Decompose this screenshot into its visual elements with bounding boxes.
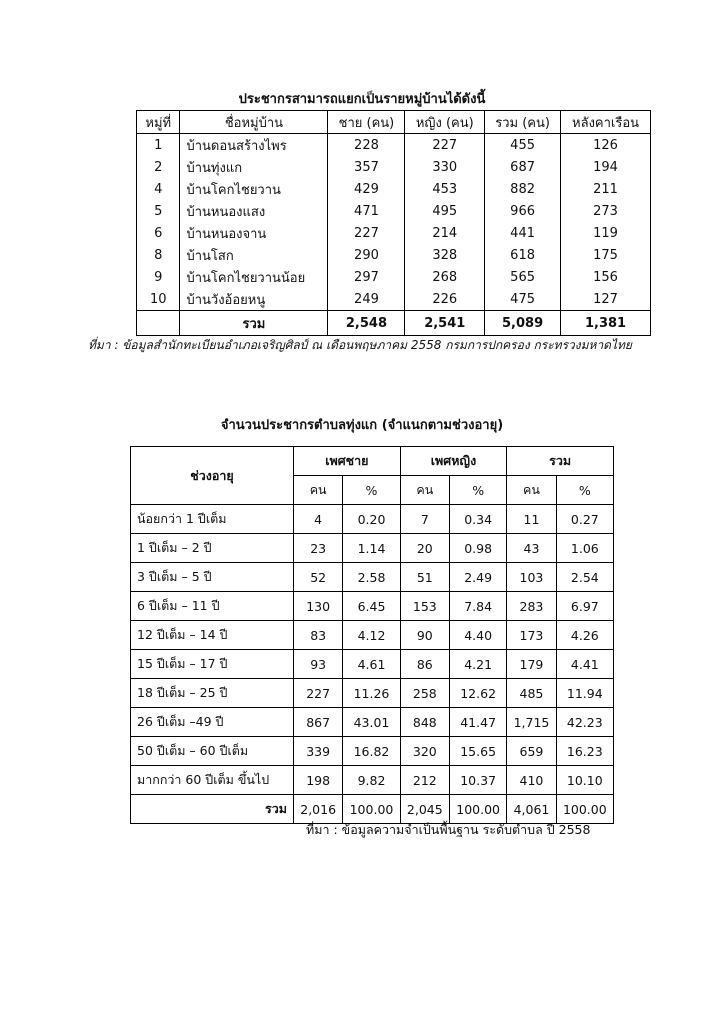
table-cell: 4.61 [343, 650, 400, 679]
table-cell: 485 [507, 679, 556, 708]
total-cell: 4,061 [507, 795, 556, 824]
table-cell: น้อยกว่า 1 ปีเต็ม [131, 505, 294, 534]
table-row [131, 534, 614, 563]
table-cell: 227 [328, 222, 405, 244]
total-cell: 100.00 [343, 795, 400, 824]
table-cell: 226 [405, 288, 485, 311]
table-cell: 2.58 [343, 563, 400, 592]
table-cell: 12 ปีเต็ม – 14 ปี [131, 621, 294, 650]
table-cell: 330 [405, 156, 485, 178]
table-cell: 211 [561, 178, 651, 200]
table-cell: 5 [137, 200, 180, 222]
table-cell: 52 [294, 563, 343, 592]
table-cell: 618 [485, 244, 561, 266]
table-cell: 16.23 [556, 737, 613, 766]
sub-count: คน [294, 476, 343, 505]
col-total: รวม (คน) [485, 111, 561, 134]
table-cell: 10.10 [556, 766, 613, 795]
table-cell: บ้านหนองจาน [180, 222, 328, 244]
col-total-group: รวม [507, 447, 614, 476]
table-cell: 3 ปีเต็ม – 5 ปี [131, 563, 294, 592]
table-cell: 283 [507, 592, 556, 621]
table-cell: 471 [328, 200, 405, 222]
table-row [131, 621, 614, 650]
table-cell: 258 [400, 679, 449, 708]
table-cell: 93 [294, 650, 343, 679]
total-cell: 2,045 [400, 795, 449, 824]
table-cell: 212 [400, 766, 449, 795]
table-cell: 227 [294, 679, 343, 708]
village-population-table [136, 110, 651, 336]
table-cell: 0.34 [449, 505, 506, 534]
col-male: ชาย (คน) [328, 111, 405, 134]
table-cell: 173 [507, 621, 556, 650]
table-cell: 882 [485, 178, 561, 200]
sub-pct: % [449, 476, 506, 505]
col-female-group: เพศหญิง [400, 447, 507, 476]
table-row [131, 505, 614, 534]
table-cell: 15 ปีเต็ม – 17 ปี [131, 650, 294, 679]
table-row [137, 200, 651, 222]
table-cell: 228 [328, 134, 405, 157]
table-cell: 495 [405, 200, 485, 222]
table-cell: 328 [405, 244, 485, 266]
table-row [137, 156, 651, 178]
table-cell: 179 [507, 650, 556, 679]
table-cell: 7 [400, 505, 449, 534]
table-cell: 1 ปีเต็ม – 2 ปี [131, 534, 294, 563]
table-cell: 9.82 [343, 766, 400, 795]
table-row [137, 222, 651, 244]
table-cell: 249 [328, 288, 405, 311]
table-cell: 1,715 [507, 708, 556, 737]
table-cell: 153 [400, 592, 449, 621]
table-cell: 126 [561, 134, 651, 157]
table-cell: บ้านโคกไชยวานน้อย [180, 266, 328, 288]
table-cell: 2.54 [556, 563, 613, 592]
table-cell: 42.23 [556, 708, 613, 737]
table-cell: 41.47 [449, 708, 506, 737]
table-cell: 1 [137, 134, 180, 157]
table-cell: 18 ปีเต็ม – 25 ปี [131, 679, 294, 708]
table-cell: 83 [294, 621, 343, 650]
table-cell: 268 [405, 266, 485, 288]
table-cell: 0.20 [343, 505, 400, 534]
table-cell: 339 [294, 737, 343, 766]
table-cell: 16.82 [343, 737, 400, 766]
table-cell: 867 [294, 708, 343, 737]
total-cell: 2,548 [328, 311, 405, 336]
table-cell: 11 [507, 505, 556, 534]
table-cell: 848 [400, 708, 449, 737]
table-cell: 194 [561, 156, 651, 178]
table-cell: 51 [400, 563, 449, 592]
table-cell: 103 [507, 563, 556, 592]
table-cell: 0.98 [449, 534, 506, 563]
table-cell: 6.45 [343, 592, 400, 621]
sub-pct: % [343, 476, 400, 505]
table-cell: 50 ปีเต็ม – 60 ปีเต็ม [131, 737, 294, 766]
total-cell [137, 311, 180, 336]
table-cell: 90 [400, 621, 449, 650]
table-row [131, 679, 614, 708]
table-cell: 127 [561, 288, 651, 311]
table1-source: ที่มา : ข้อมูลสำนักทะเบียนอำเภอเจริญศิลป์ ณ เดือนพฤษภาคม 2558 กรมการปกครอง กระทรวงมหาดไทย [88, 338, 632, 352]
table-cell: 119 [561, 222, 651, 244]
table-cell: บ้านโสก [180, 244, 328, 266]
total-cell: 100.00 [449, 795, 506, 824]
table-cell: 11.26 [343, 679, 400, 708]
col-village-no: หมู่ที่ [137, 111, 180, 134]
total-cell: 2,016 [294, 795, 343, 824]
table1-total-row [137, 311, 651, 336]
table-cell: 687 [485, 156, 561, 178]
table-cell: 6 [137, 222, 180, 244]
total-cell: 100.00 [556, 795, 613, 824]
table-cell: มากกว่า 60 ปีเต็ม ขึ้นไป [131, 766, 294, 795]
table-cell: 11.94 [556, 679, 613, 708]
table-cell: 0.27 [556, 505, 613, 534]
table-cell: 273 [561, 200, 651, 222]
table-cell: 86 [400, 650, 449, 679]
table-cell: 565 [485, 266, 561, 288]
table-cell: 966 [485, 200, 561, 222]
table-cell: 8 [137, 244, 180, 266]
table-cell: 6 ปีเต็ม – 11 ปี [131, 592, 294, 621]
table-cell: 4.26 [556, 621, 613, 650]
total-cell: รวม [180, 311, 328, 336]
table-cell: 4.40 [449, 621, 506, 650]
table-cell: 7.84 [449, 592, 506, 621]
table-cell: 1.06 [556, 534, 613, 563]
col-male-group: เพศชาย [294, 447, 401, 476]
table-cell: 15.65 [449, 737, 506, 766]
table-cell: 175 [561, 244, 651, 266]
table-cell: 9 [137, 266, 180, 288]
table-row [131, 766, 614, 795]
table-cell: 4.21 [449, 650, 506, 679]
table-cell: 4 [294, 505, 343, 534]
table-row [137, 178, 651, 200]
table-cell: บ้านดอนสร้างไพร [180, 134, 328, 157]
table-row [137, 244, 651, 266]
table-cell: 214 [405, 222, 485, 244]
total-cell: 5,089 [485, 311, 561, 336]
table-cell: 453 [405, 178, 485, 200]
table-cell: 4 [137, 178, 180, 200]
table-cell: 2 [137, 156, 180, 178]
table-cell: 297 [328, 266, 405, 288]
table-cell: 43 [507, 534, 556, 563]
col-age-range: ช่วงอายุ [131, 447, 294, 505]
table-cell: 12.62 [449, 679, 506, 708]
table2-header-row [131, 447, 614, 476]
col-female: หญิง (คน) [405, 111, 485, 134]
table-cell: 429 [328, 178, 405, 200]
table-cell: 227 [405, 134, 485, 157]
table1-title: ประชากรสามารถแยกเป็นรายหมู่บ้านได้ดังนี้ [238, 92, 486, 107]
total-cell: 2,541 [405, 311, 485, 336]
table-cell: 441 [485, 222, 561, 244]
table-cell: บ้านหนองแสง [180, 200, 328, 222]
table-cell: 6.97 [556, 592, 613, 621]
table-cell: 26 ปีเต็ม –49 ปี [131, 708, 294, 737]
table-cell: 10.37 [449, 766, 506, 795]
table-row [137, 134, 651, 157]
sub-pct: % [556, 476, 613, 505]
table-cell: 1.14 [343, 534, 400, 563]
table2-title: จำนวนประชากรตำบลทุ่งแก (จำแนกตามช่วงอายุ) [220, 418, 504, 433]
table-cell: บ้านทุ่งแก [180, 156, 328, 178]
table-cell: 410 [507, 766, 556, 795]
table-cell: 43.01 [343, 708, 400, 737]
table-cell: 455 [485, 134, 561, 157]
table-cell: 198 [294, 766, 343, 795]
table2-source: ที่มา : ข้อมูลความจำเป็นพื้นฐาน ระดับตำบล ปี 2558 [306, 822, 591, 837]
table-cell: 290 [328, 244, 405, 266]
table-row [137, 266, 651, 288]
table-cell: บ้านโคกไชยวาน [180, 178, 328, 200]
table-cell: 320 [400, 737, 449, 766]
table-cell: 2.49 [449, 563, 506, 592]
table-cell: 4.41 [556, 650, 613, 679]
age-group-population-table [130, 446, 614, 824]
table-cell: 475 [485, 288, 561, 311]
table-cell: 10 [137, 288, 180, 311]
col-village-name: ชื่อหมู่บ้าน [180, 111, 328, 134]
table-row [131, 708, 614, 737]
sub-count: คน [507, 476, 556, 505]
sub-count: คน [400, 476, 449, 505]
table-cell: 156 [561, 266, 651, 288]
table-row [137, 288, 651, 311]
table-cell: 659 [507, 737, 556, 766]
table-row [131, 650, 614, 679]
total-cell: รวม [131, 795, 294, 824]
table-cell: 20 [400, 534, 449, 563]
table-cell: บ้านวังอ้อยหนู [180, 288, 328, 311]
table1-header-row [137, 111, 651, 134]
total-cell: 1,381 [561, 311, 651, 336]
table-cell: 130 [294, 592, 343, 621]
table-row [131, 563, 614, 592]
table-cell: 357 [328, 156, 405, 178]
table-cell: 23 [294, 534, 343, 563]
table-cell: 4.12 [343, 621, 400, 650]
table-row [131, 737, 614, 766]
col-households: หลังคาเรือน [561, 111, 651, 134]
table-row [131, 592, 614, 621]
